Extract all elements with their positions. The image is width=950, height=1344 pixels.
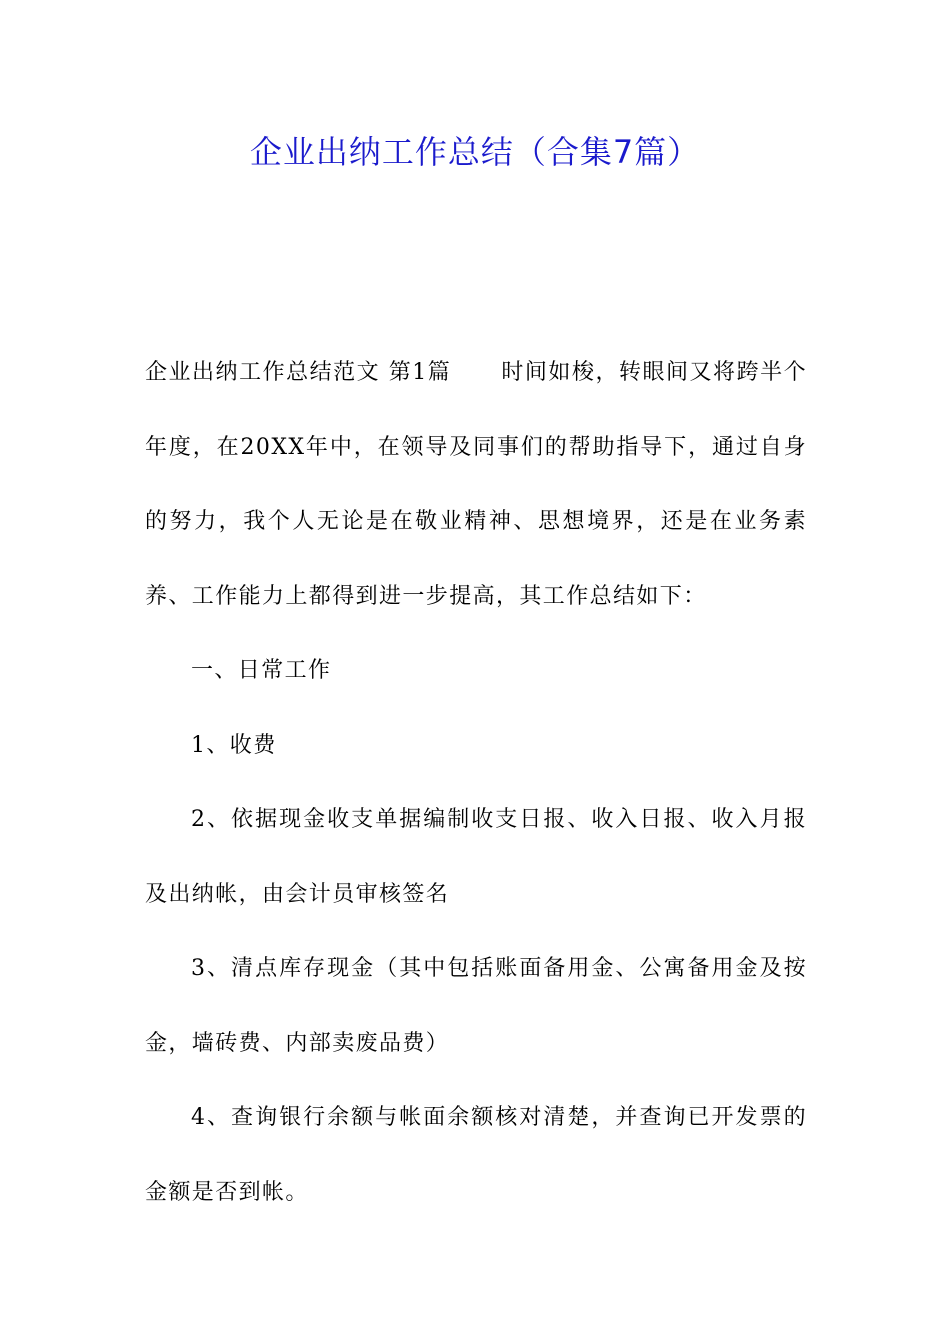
list-item: 1、收费 — [191, 732, 277, 758]
section-heading: 一、日常工作 — [191, 658, 332, 683]
document-title: 企业出纳工作总结（合集7篇） — [249, 133, 701, 171]
list-item: 3、清点库存现金（其中包括账面备用金、公寓备用金及按金，墙砖费、内部卖废品费） — [145, 956, 807, 1056]
article-label: 企业出纳工作总结范文 第1篇 — [145, 360, 452, 385]
list-item: 4、查询银行余额与帐面余额核对清楚，并查询已开发票的金额是否到帐。 — [145, 1105, 807, 1205]
list-item: 2、依据现金收支单据编制收支日报、收入日报、收入月报及出纳帐，由会计员审核签名 — [145, 807, 807, 907]
intro-text: 时间如梭，转眼间又将跨半个年度，在20XX年中，在领导及同事们的帮助指导下，通过自身的努力，我个人无论是在敬业精神、思想境界，还是在业务素养、工作能力上都得到进一步提高，其工作总结如下： — [145, 360, 808, 609]
intro-paragraph — [145, 336, 807, 634]
document-body — [145, 336, 807, 1230]
